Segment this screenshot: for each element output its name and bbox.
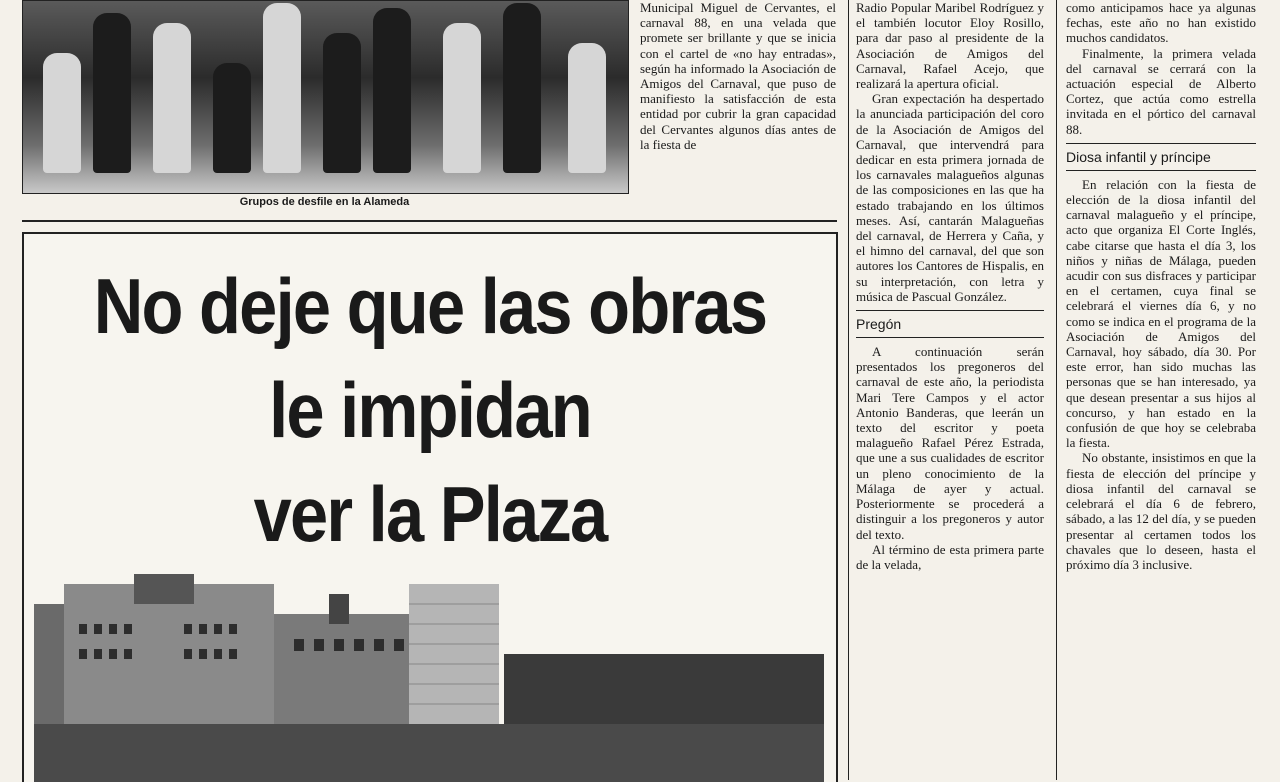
ad-headline-line: le impidan xyxy=(269,366,591,454)
column-rule xyxy=(1056,0,1057,780)
parade-photo xyxy=(22,0,629,194)
column-3-paragraph: Finalmente, la primera velada del carnaval se cerrará con la actuación especial de Alberto Cortez, que actúa como estrella invitada en el pórtico del carnaval 88. xyxy=(1066,45,1256,137)
column-1-text: Municipal Miguel de Cervantes, el carnaval 88, en una velada que promete ser brillante y que se inicia con el cartel de «no hay entradas», según ha informado la Asociación de Amigos del Carnaval, que puso de manifiesto la satisfacción de esta entidad por cubrir la gran capacidad del Cervantes algunos días antes de la fiesta de xyxy=(640,0,836,152)
column-2-paragraph: A continuación serán presentados los pregoneros del carnaval de este año, la periodista Mari Tere Campos y el actor Antonio Banderas, que leerán un texto del escritor y poeta malagueño Rafael Pérez Estrada, que une a sus cualidades de escritor un pleno conocimiento de la Málaga de ayer y actual. Posteriormente se procederá a distinguir a los pregoneros y autor del texto. xyxy=(856,344,1044,542)
column-rule xyxy=(848,0,849,780)
photo-caption: Grupos de desfile en la Alameda xyxy=(239,196,410,208)
section-heading-diosa: Diosa infantil y príncipe xyxy=(1066,143,1256,171)
column-2-paragraph: Al término de esta primera parte de la velada, xyxy=(856,541,1044,572)
column-3-paragraph: En relación con la fiesta de elección de la diosa infantil del carnaval malagueño y el príncipe, acto que organiza El Corte Inglés, cabe citarse que hasta el día 3, los niños y niñas de Málaga, pueden acudir con sus disfraces y participar en el certamen, cuya final se celebrará el viernes día 6, y no como se indica en el programa de la Asociación de Amigos del Carnaval, hoy sábado, día 30. Por este error, han sido muchas las personas que se han interesado, ya que desean presentar a sus hijos al concurso, y han estado en la confusión de que hoy se celebraba la fiesta. xyxy=(1066,176,1256,451)
column-3-paragraph: como anticipamos hace ya algunas fechas, este año no han existido muchos candidatos. xyxy=(1066,0,1256,46)
ad-headline-line: No deje que las obras xyxy=(93,262,767,350)
horizontal-rule xyxy=(22,220,837,222)
plaza-photo xyxy=(34,574,824,782)
article-column-2 xyxy=(856,0,1044,572)
column-3-paragraph: No obstante, insistimos en que la fiesta de elección del príncipe y diosa infantil del carnaval se celebrará el día 6 de febrero, sábado, a las 12 del día, y se pueden presentar al certamen todos los chavales que lo deseen, hasta el próximo día 3 inclusive. xyxy=(1066,450,1256,572)
column-2-paragraph: Radio Popular Maribel Rodríguez y el también locutor Eloy Rosillo, para dar paso al presidente de la Asociación de Amigos del Carnaval, Rafael Acejo, que realizará la apertura oficial. xyxy=(856,0,1044,92)
article-column-1 xyxy=(640,0,836,152)
ad-headline-line: ver la Plaza xyxy=(253,470,607,558)
section-heading-pregon: Pregón xyxy=(856,310,1044,338)
article-column-3 xyxy=(1066,0,1256,572)
ad-headline xyxy=(73,254,788,566)
column-2-paragraph: Gran expectación ha despertado la anunciada participación del coro de la Asociación de Amigos del Carnaval, que intervendrá para dedicar en esta primera jornada de los carnavales malagueños algunas de las composiciones en las que ha estado trabajando en los últimos meses. Así, cantarán Malagueñas del carnaval, de Herrera y Caña, y el himno del carnaval, del que son autores los Cantores de Hispalis, en su interpretación, con letra y música de Pascual González. xyxy=(856,91,1044,304)
advertisement xyxy=(22,232,838,782)
